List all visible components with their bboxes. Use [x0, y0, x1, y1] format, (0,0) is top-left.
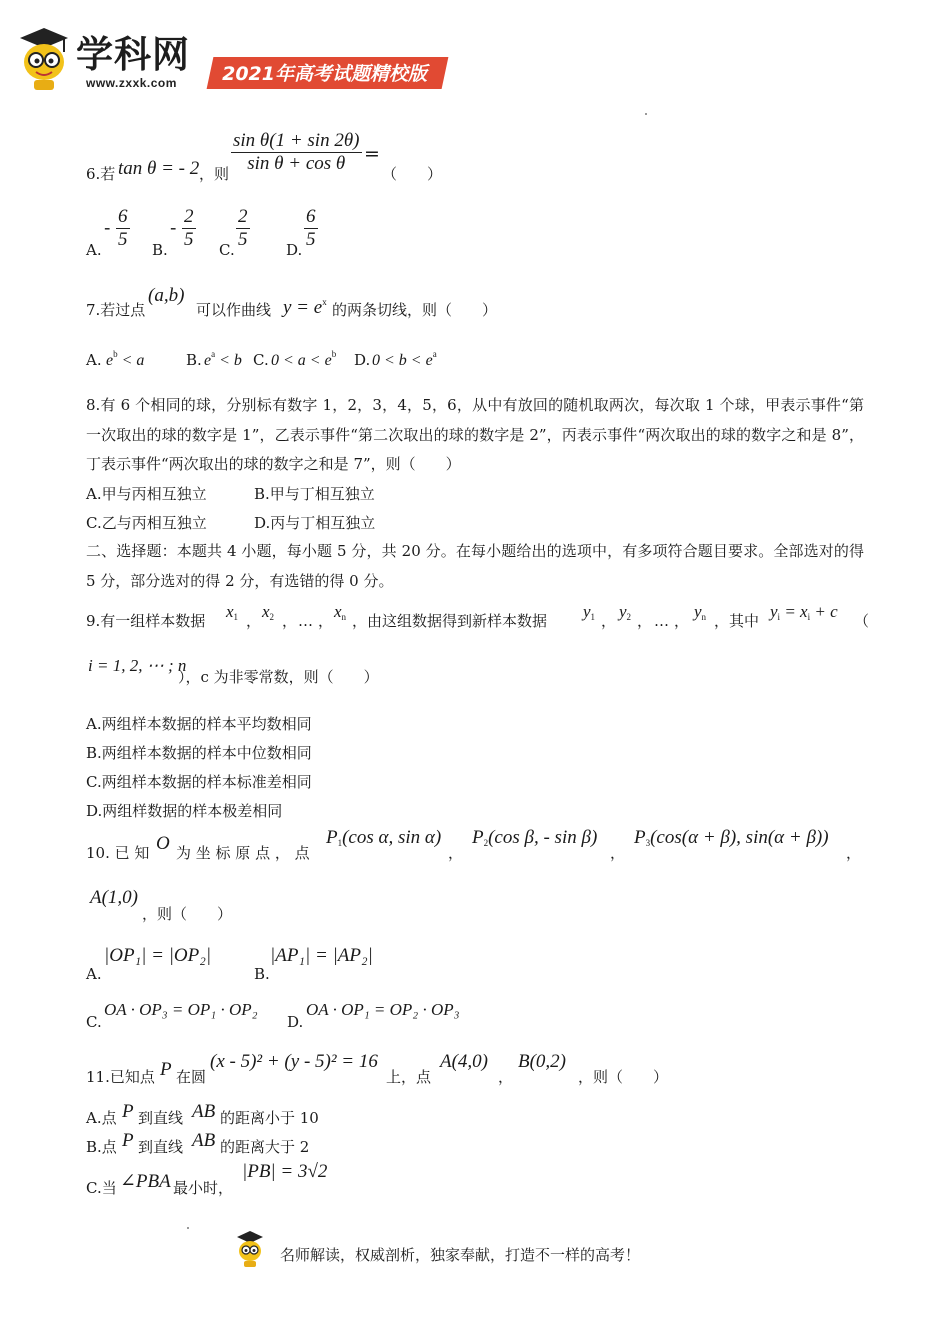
q9-xn: [334, 602, 346, 627]
q9-yn-sub: n: [701, 612, 707, 622]
q7-option-a-exp: b: [113, 349, 118, 359]
q7-option-a-math: [106, 344, 144, 371]
q9-dots-1: …: [298, 612, 313, 630]
q9-y1-var: y: [583, 602, 591, 621]
q6-option-b-den: 5: [184, 228, 194, 250]
q6-option-d-fraction: [304, 206, 318, 251]
footer-speck: [187, 1227, 189, 1229]
q10-then: ，则（ ）: [142, 905, 233, 923]
header: [14, 26, 454, 96]
q9-xn-sub: n: [341, 612, 347, 622]
q9-x1-sub: 1: [233, 612, 239, 622]
q9-y2-sub: 2: [626, 612, 632, 622]
question-8: 8.有 6 个相同的球，分别标有数字 1，2，3，4，5，6，从中有放回的随机取两次，每次取 1 个球，甲表示事件“第一次取出的球的数字是 1”，乙表示事件“第二次取出的球的数字是 2”，丙表示事件“两次取出的球的数字之和是 8”，丁表示事件“两次取出的球的数字之和是 7”，则（ ）: [86, 396, 864, 473]
q9-option-c: C.两组样本数据的样本标准差相同: [86, 773, 312, 791]
q6-option-d-label: D.: [286, 241, 303, 259]
q9-x2-sub: 2: [269, 612, 275, 622]
q10-option-d-math: OA · OP₁ = OP₂ · OP₃: [306, 1000, 460, 1019]
q6-option-a-sign: -: [104, 217, 111, 239]
q6-option-d-den: 5: [306, 228, 316, 250]
q9-dots-2: …: [654, 612, 669, 630]
q6-condition: tan θ = - 2: [118, 158, 200, 179]
q11-option-b-tail: 的距离大于 2: [220, 1138, 310, 1156]
q9-x1: [226, 602, 238, 627]
q9-y2: [619, 602, 631, 627]
q9-formula-y: y: [770, 602, 778, 621]
q7-option-d-label: D.: [354, 351, 371, 369]
q8-option-a: A.甲与丙相互独立: [86, 485, 207, 503]
q11-circle-equation: (x - 5)² + (y - 5)² = 16: [210, 1051, 378, 1072]
q7-point: (a,b): [148, 285, 185, 306]
q10-p1-var: P: [326, 827, 338, 848]
q10-option-c-label: C.: [86, 1013, 102, 1031]
q6-option-d-num: 6: [306, 206, 316, 227]
q7-option-c-exp: b: [331, 349, 337, 359]
q9-yn: [694, 602, 706, 627]
q10-p1-coord: (cos α, sin α): [342, 827, 442, 848]
q9-formula-x: = x: [780, 602, 808, 621]
q11-on-circle: 在圆: [176, 1068, 207, 1086]
q7-option-b-base: e: [204, 352, 212, 369]
q11-option-c-mid: 最小时，: [173, 1179, 234, 1197]
q9-y1: [583, 602, 595, 627]
q6-option-b-fraction: [182, 206, 196, 251]
q11-option-b-ab: AB: [192, 1130, 216, 1151]
section-2-instructions: 二、选择题：本题共 4 小题，每小题 5 分，共 20 分。在每小题给出的选项中，有多项符合题目要求。全部选对的得 5 分，部分选对的得 2 分，有选错的得 0 分。: [86, 542, 864, 590]
q8-option-b: B.甲与丁相互独立: [254, 485, 375, 503]
q11-point-p: P: [160, 1059, 172, 1080]
q6-option-a-label: A.: [86, 241, 102, 259]
q10-point-a: A(1,0): [90, 887, 139, 908]
q10-p2-coord: (cos β, - sin β): [488, 827, 598, 848]
q10-comma-1: ，: [448, 844, 464, 862]
q7-option-c-label: C.: [253, 351, 269, 369]
q6-option-a-num: 6: [118, 206, 128, 227]
q9-option-d: D.两组样数据的样本极差相同: [86, 802, 283, 820]
q9-formula-end: + c: [810, 602, 838, 621]
q7-curve-lhs: y = e: [283, 297, 323, 318]
q11-option-a-pre: A.点: [86, 1109, 117, 1127]
q9-y1-sub: 1: [590, 612, 596, 622]
q10-p2-sub: 2: [483, 838, 489, 848]
q10-p3-coord: (cos(α + β), sin(α + β)): [650, 827, 829, 848]
q6-option-c-num: 2: [238, 206, 248, 227]
q6-option-a-fraction: [116, 206, 130, 251]
q7-suffix: 的两条切线，则（ ）: [332, 301, 498, 319]
q7-option-b-exp: a: [211, 349, 216, 359]
q9-formula: [770, 602, 838, 627]
q6-option-b-label: B.: [152, 241, 168, 259]
q6-option-b-num: 2: [184, 206, 194, 227]
q11-option-a-tail: 的距离小于 10: [220, 1109, 319, 1127]
q10-p2: [472, 828, 597, 853]
q11-option-b-post: 到直线: [138, 1138, 184, 1156]
q7-option-d-math: [372, 344, 437, 371]
logo-url: www.zxxk.com: [86, 76, 177, 90]
q10-p3: [634, 828, 829, 853]
q9-tail: ，其中: [714, 612, 760, 630]
q9-constant-note: ），c 为非零常数，则（ ）: [178, 668, 379, 686]
q8-option-d: D.丙与丁相互独立: [254, 514, 376, 532]
footer-slogan: 名师解读，权威剖析，独家奉献，打造不一样的高考！: [280, 1246, 641, 1264]
q9-y2-var: y: [619, 602, 627, 621]
q6-option-c-den: 5: [238, 228, 248, 250]
edition-banner-text: 2021年高考试题精校版: [222, 63, 427, 85]
q9-prefix: 9.有一组样本数据: [86, 612, 206, 630]
q10-comma-3: ，: [846, 844, 862, 862]
q11-option-c-pre: C.当: [86, 1179, 117, 1197]
q6-fraction: [231, 130, 362, 175]
q11-on-2: 上，点: [386, 1068, 432, 1086]
q7-curve: [283, 292, 327, 318]
q7-option-b-label: B.: [186, 351, 202, 369]
q9-option-a: A.两组样本数据的样本平均数相同: [86, 715, 312, 733]
q7-option-d-base: 0 < b < e: [372, 352, 433, 369]
q6-option-c-label: C.: [219, 241, 235, 259]
q9-comma-6: ，: [674, 612, 690, 630]
q9-open-paren: （: [854, 612, 870, 630]
q8-option-c: C.乙与丙相互独立: [86, 514, 207, 532]
logo-text: 学科网: [76, 33, 190, 76]
q11-point-a: A(4,0): [440, 1051, 489, 1072]
q11-option-a-ab: AB: [192, 1101, 216, 1122]
q6-fraction-denominator: sin θ + cos θ: [247, 152, 346, 174]
mascot-logo-icon: [14, 26, 72, 92]
q10-p3-sub: 3: [645, 838, 651, 848]
q7-option-b-math: [204, 344, 242, 371]
q9-xn-var: x: [334, 602, 342, 621]
q11-then: ，则（ ）: [578, 1068, 669, 1086]
q9-index-range: i = 1, 2, ⋯ ; n: [88, 656, 187, 675]
q6-option-b-sign: -: [170, 217, 177, 239]
q11-option-a-post: 到直线: [138, 1109, 184, 1127]
q11-option-c-angle: ∠PBA: [120, 1171, 171, 1192]
q10-option-a-math: |OP₁| = |OP₂|: [104, 945, 212, 966]
q9-comma-1: ，: [246, 612, 262, 630]
q10-option-d-label: D.: [287, 1013, 304, 1031]
q10-prefix: 10. 已 知: [86, 844, 150, 862]
q7-option-b-rest: < b: [215, 352, 242, 369]
q9-comma-3: ，: [318, 612, 334, 630]
q9-x2: [262, 602, 274, 627]
q10-p3-var: P: [634, 827, 646, 848]
q9-comma-4: ，: [601, 612, 617, 630]
q11-option-b-pre: B.点: [86, 1138, 117, 1156]
q10-option-a-label: A.: [86, 965, 102, 983]
q11-option-b-p: P: [122, 1130, 134, 1151]
q9-mid: ，由这组数据得到新样本数据: [352, 612, 548, 630]
q9-formula-x-sub: i: [807, 612, 811, 622]
q11-point-b: B(0,2): [518, 1051, 567, 1072]
q7-prefix: 7.若过点: [86, 301, 146, 319]
q7-option-a-base: e: [106, 352, 114, 369]
edition-banner: [207, 57, 449, 89]
q10-mid: 为 坐 标 原 点 ， 点: [176, 844, 310, 862]
q10-option-b-label: B.: [254, 965, 270, 983]
q10-option-c-math: OA · OP₃ = OP₁ · OP₂: [104, 1000, 258, 1019]
page-speck: [645, 113, 647, 115]
q9-comma-5: ，: [637, 612, 653, 630]
q9-comma-2: ，: [282, 612, 298, 630]
q7-option-a-rest: < a: [117, 352, 145, 369]
q6-option-c-fraction: [236, 206, 250, 251]
q9-x2-var: x: [262, 602, 270, 621]
q9-option-b: B.两组样本数据的样本中位数相同: [86, 744, 312, 762]
q7-option-c-math: [271, 344, 336, 371]
q11-option-c-math: |PB| = 3√2: [242, 1161, 328, 1182]
q10-p2-var: P: [472, 827, 484, 848]
q10-p1-sub: 1: [337, 838, 343, 848]
q9-formula-y-sub: i: [777, 612, 781, 622]
q11-option-a-p: P: [122, 1101, 134, 1122]
footer-mascot-icon: [233, 1230, 267, 1268]
q7-curve-exp: x: [322, 297, 327, 307]
q7-option-c-base: 0 < a < e: [271, 352, 332, 369]
q9-yn-var: y: [694, 602, 702, 621]
q7-mid: 可以作曲线: [196, 301, 272, 319]
q10-origin: O: [156, 833, 170, 854]
q6-answer-paren: （ ）: [382, 165, 443, 183]
q10-comma-2: ，: [610, 844, 626, 862]
q6-prefix: 6.若: [86, 165, 116, 183]
q6-separator: ，则: [199, 165, 230, 183]
q7-option-d-exp: a: [432, 349, 437, 359]
q10-option-b-math: |AP₁| = |AP₂|: [270, 945, 373, 966]
q9-x1-var: x: [226, 602, 234, 621]
q11-comma: ，: [498, 1068, 514, 1086]
q6-fraction-numerator: sin θ(1 + sin 2θ): [233, 130, 360, 151]
q7-option-a-label: A.: [86, 351, 102, 369]
q6-equals: =: [364, 143, 380, 165]
q11-prefix: 11.已知点: [86, 1068, 155, 1086]
q10-p1: [326, 828, 441, 853]
q6-option-a-den: 5: [118, 228, 128, 250]
